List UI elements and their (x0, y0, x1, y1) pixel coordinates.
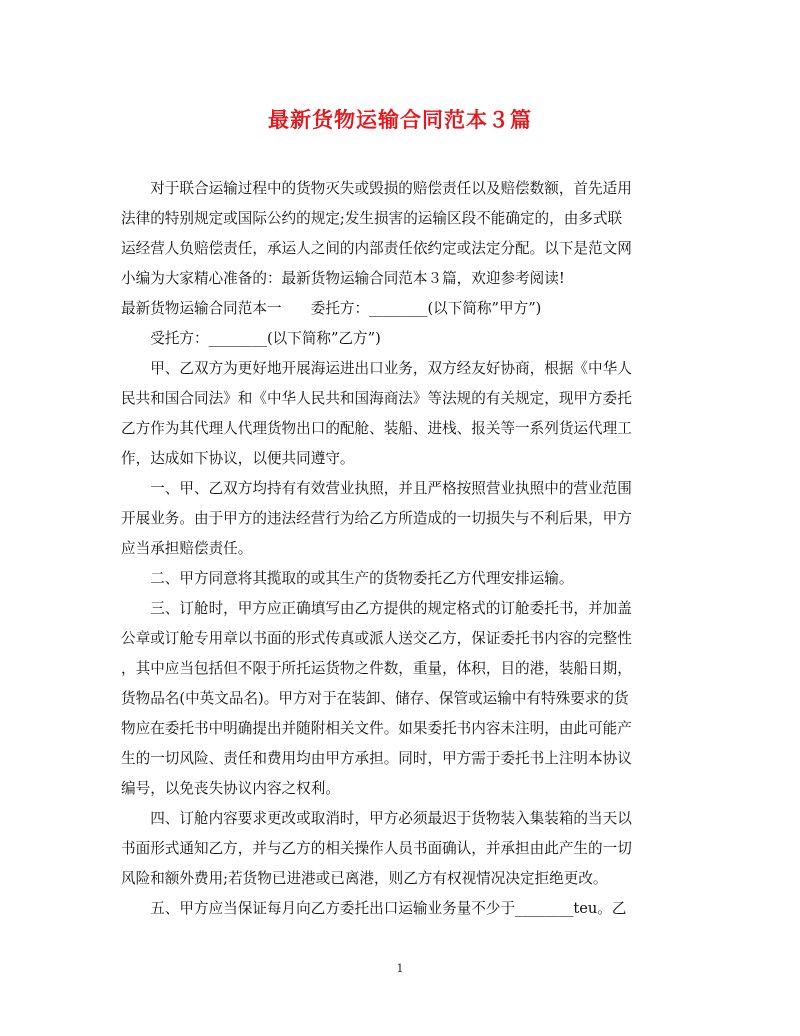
text-line: 风险和额外费用;若货物已进港或已离港，则乙方有权视情况决定拒绝更改。 (121, 870, 608, 887)
text-line: 甲、乙双方为更好地开展海运进出口业务，双方经友好协商，根据《中华人 (121, 360, 632, 377)
text-line: 最新货物运输合同范本一 委托方：________(以下简称”甲方”) (121, 300, 542, 317)
text-line: 四、订舱内容要求更改或取消时，甲方必须最迟于货物装入集装箱的当天以 (121, 810, 632, 827)
text-line: 编号，以免丧失协议内容之权利。 (121, 780, 340, 797)
text-line: 物应在委托书中明确提出并随附相关文件。如果委托书内容未注明，由此可能产 (121, 720, 632, 737)
text-line: 作，达成如下协议，以便共同遵守。 (121, 450, 355, 467)
text-line: 受托方：________(以下简称”乙方”) (121, 330, 381, 347)
document-title: 最新货物运输合同范本３篇 (268, 108, 532, 132)
text-line: 书面形式通知乙方，并与乙方的相关操作人员书面确认，并承担由此产生的一切 (121, 840, 632, 857)
text-line: 对于联合运输过程中的货物灭失或毁损的赔偿责任以及赔偿数额，首先适用 (121, 180, 632, 197)
text-line: 货物品名(中英文品名)。甲方对于在装卸、储存、保管或运输中有特殊要求的货 (121, 690, 629, 707)
text-line: 小编为大家精心准备的：最新货物运输合同范本３篇，欢迎参考阅读! (121, 270, 565, 287)
text-line: 法律的特别规定或国际公约的规定;发生损害的运输区段不能确定的，由多式联 (121, 210, 623, 227)
document-body (121, 174, 681, 924)
text-line: ，其中应当包括但不限于所托运货物之件数，重量，体积，目的港，装船日期， (121, 660, 632, 677)
text-line: 开展业务。由于甲方的违法经营行为给乙方所造成的一切损失与不利后果，甲方 (121, 510, 632, 527)
text-line: 生的一切风险、责任和费用均由甲方承担。同时，甲方需于委托书上注明本协议 (121, 750, 632, 767)
text-line: 应当承担赔偿责任。 (121, 540, 253, 557)
text-line: 民共和国合同法》和《中华人民共和国海商法》等法规的有关规定，现甲方委托 (121, 390, 632, 407)
text-line: 公章或订舱专用章以书面的形式传真或派人送交乙方，保证委托书内容的完整性 (121, 630, 632, 647)
text-line: 三、订舱时，甲方应正确填写由乙方提供的规定格式的订舱委托书，并加盖 (121, 600, 632, 617)
text-line: 运经营人负赔偿责任，承运人之间的内部责任依约定或法定分配。以下是范文网 (121, 240, 632, 257)
text-line: 一、甲、乙双方均持有有效营业执照，并且严格按照营业执照中的营业范围 (121, 480, 632, 497)
text-line: 五、甲方应当保证每月向乙方委托出口运输业务量不少于________teu。乙 (121, 900, 627, 917)
text-line: 乙方作为其代理人代理货物出口的配舱、装船、进栈、报关等一系列货运代理工 (121, 420, 632, 437)
page-number: 1 (396, 962, 404, 975)
text-line: 二、甲方同意将其揽取的或其生产的货物委托乙方代理安排运输。 (121, 570, 574, 587)
